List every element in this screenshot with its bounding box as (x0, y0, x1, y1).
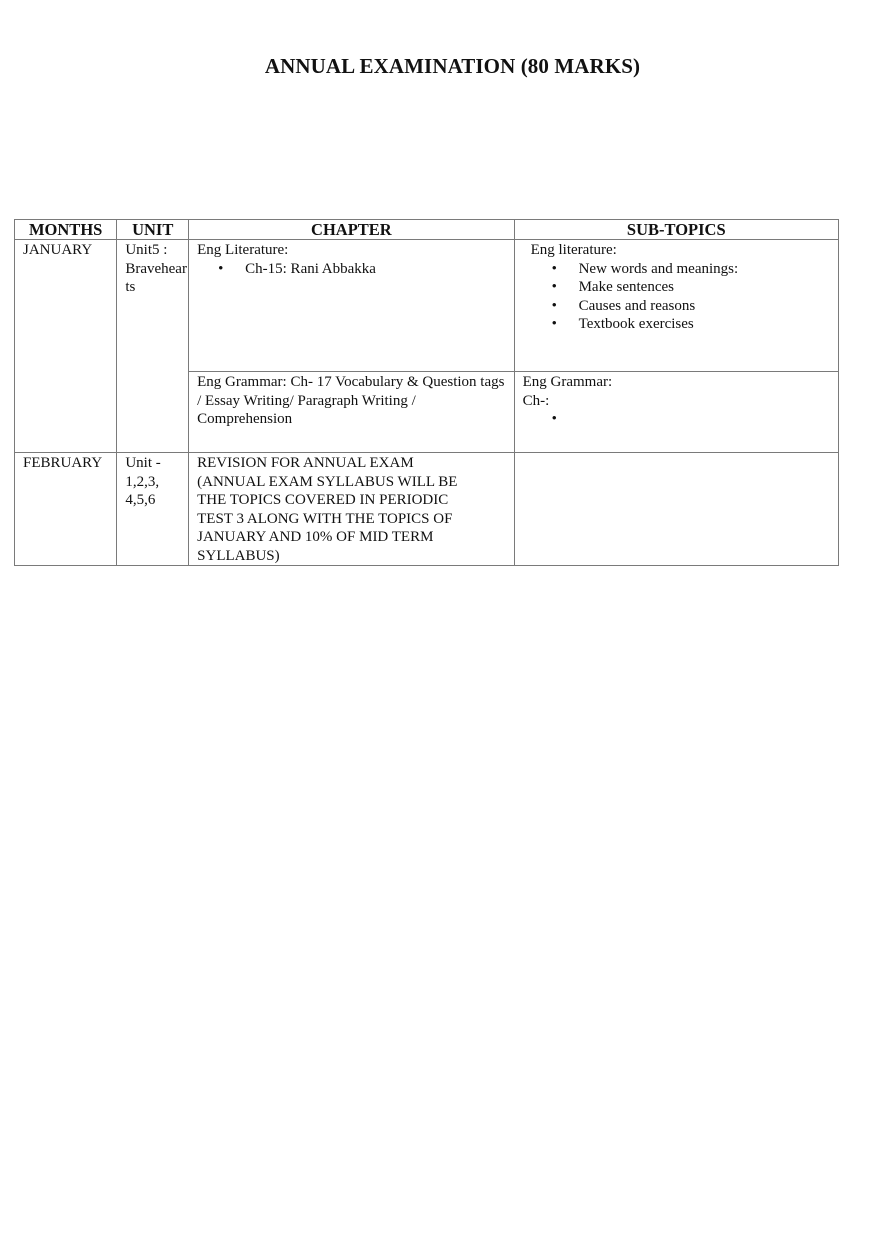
unit-line: 4,5,6 (125, 492, 156, 508)
header-sub-topics: SUB-TOPICS (514, 220, 838, 240)
unit-line: Unit5 : (125, 242, 168, 258)
header-chapter: CHAPTER (189, 220, 514, 240)
cell-chapter-revision (189, 453, 514, 566)
chapter-text: Eng Grammar: Ch- 17 Vocabulary & Question tags / Essay Writing/ Paragraph Writing / Comprehension (197, 374, 505, 427)
cell-month-january (15, 240, 117, 453)
subtopics-heading: Eng literature: (530, 242, 617, 258)
cell-chapter-literature (189, 240, 514, 372)
unit-line: Unit - (125, 455, 161, 471)
syllabus-table (14, 219, 839, 566)
unit-line: ts (125, 279, 136, 295)
chapter-line: REVISION FOR ANNUAL EXAM (197, 455, 414, 471)
table-row-january-literature (15, 240, 839, 372)
subtopic-item: • Causes and reasons (579, 297, 830, 316)
chapter-line: (ANNUAL EXAM SYLLABUS WILL BE (197, 473, 458, 490)
header-unit: UNIT (117, 220, 189, 240)
month-label: JANUARY (23, 242, 93, 258)
page-title: ANNUAL EXAMINATION (80 MARKS) (264, 54, 641, 78)
header-months: MONTHS (15, 220, 117, 240)
subtopics-heading: Eng Grammar: (522, 374, 613, 390)
subtopics-chapter: Ch-: (522, 392, 550, 409)
cell-unit-january (117, 240, 189, 453)
chapter-line: SYLLABUS) (197, 547, 280, 564)
chapter-line: THE TOPICS COVERED IN PERIODIC (197, 492, 449, 508)
subtopic-item: • Textbook exercises (579, 315, 830, 334)
cell-month-february (15, 453, 117, 566)
unit-line: Bravehear (125, 260, 187, 277)
subtopics-list (531, 260, 830, 334)
chapter-item: • Ch-15: Rani Abbakka (245, 260, 505, 279)
chapter-list (197, 260, 505, 279)
cell-subtopics-literature (514, 240, 838, 372)
subtopics-list (523, 410, 830, 429)
cell-subtopics-grammar (514, 372, 838, 453)
month-label: FEBRUARY (23, 455, 103, 471)
table-row-february (15, 453, 839, 566)
chapter-line: TEST 3 ALONG WITH THE TOPICS OF (197, 510, 453, 527)
cell-chapter-grammar (189, 372, 514, 453)
cell-subtopics-february (514, 453, 838, 566)
subtopic-item: • New words and meanings: (579, 260, 830, 279)
chapter-line: JANUARY AND 10% OF MID TERM (197, 529, 434, 545)
chapter-heading: Eng Literature: (197, 242, 289, 258)
subtopic-item-empty (579, 410, 830, 429)
cell-unit-february (117, 453, 189, 566)
unit-line: 1,2,3, (125, 473, 160, 490)
subtopic-item: • Make sentences (579, 278, 830, 297)
table-header-row (15, 220, 839, 240)
